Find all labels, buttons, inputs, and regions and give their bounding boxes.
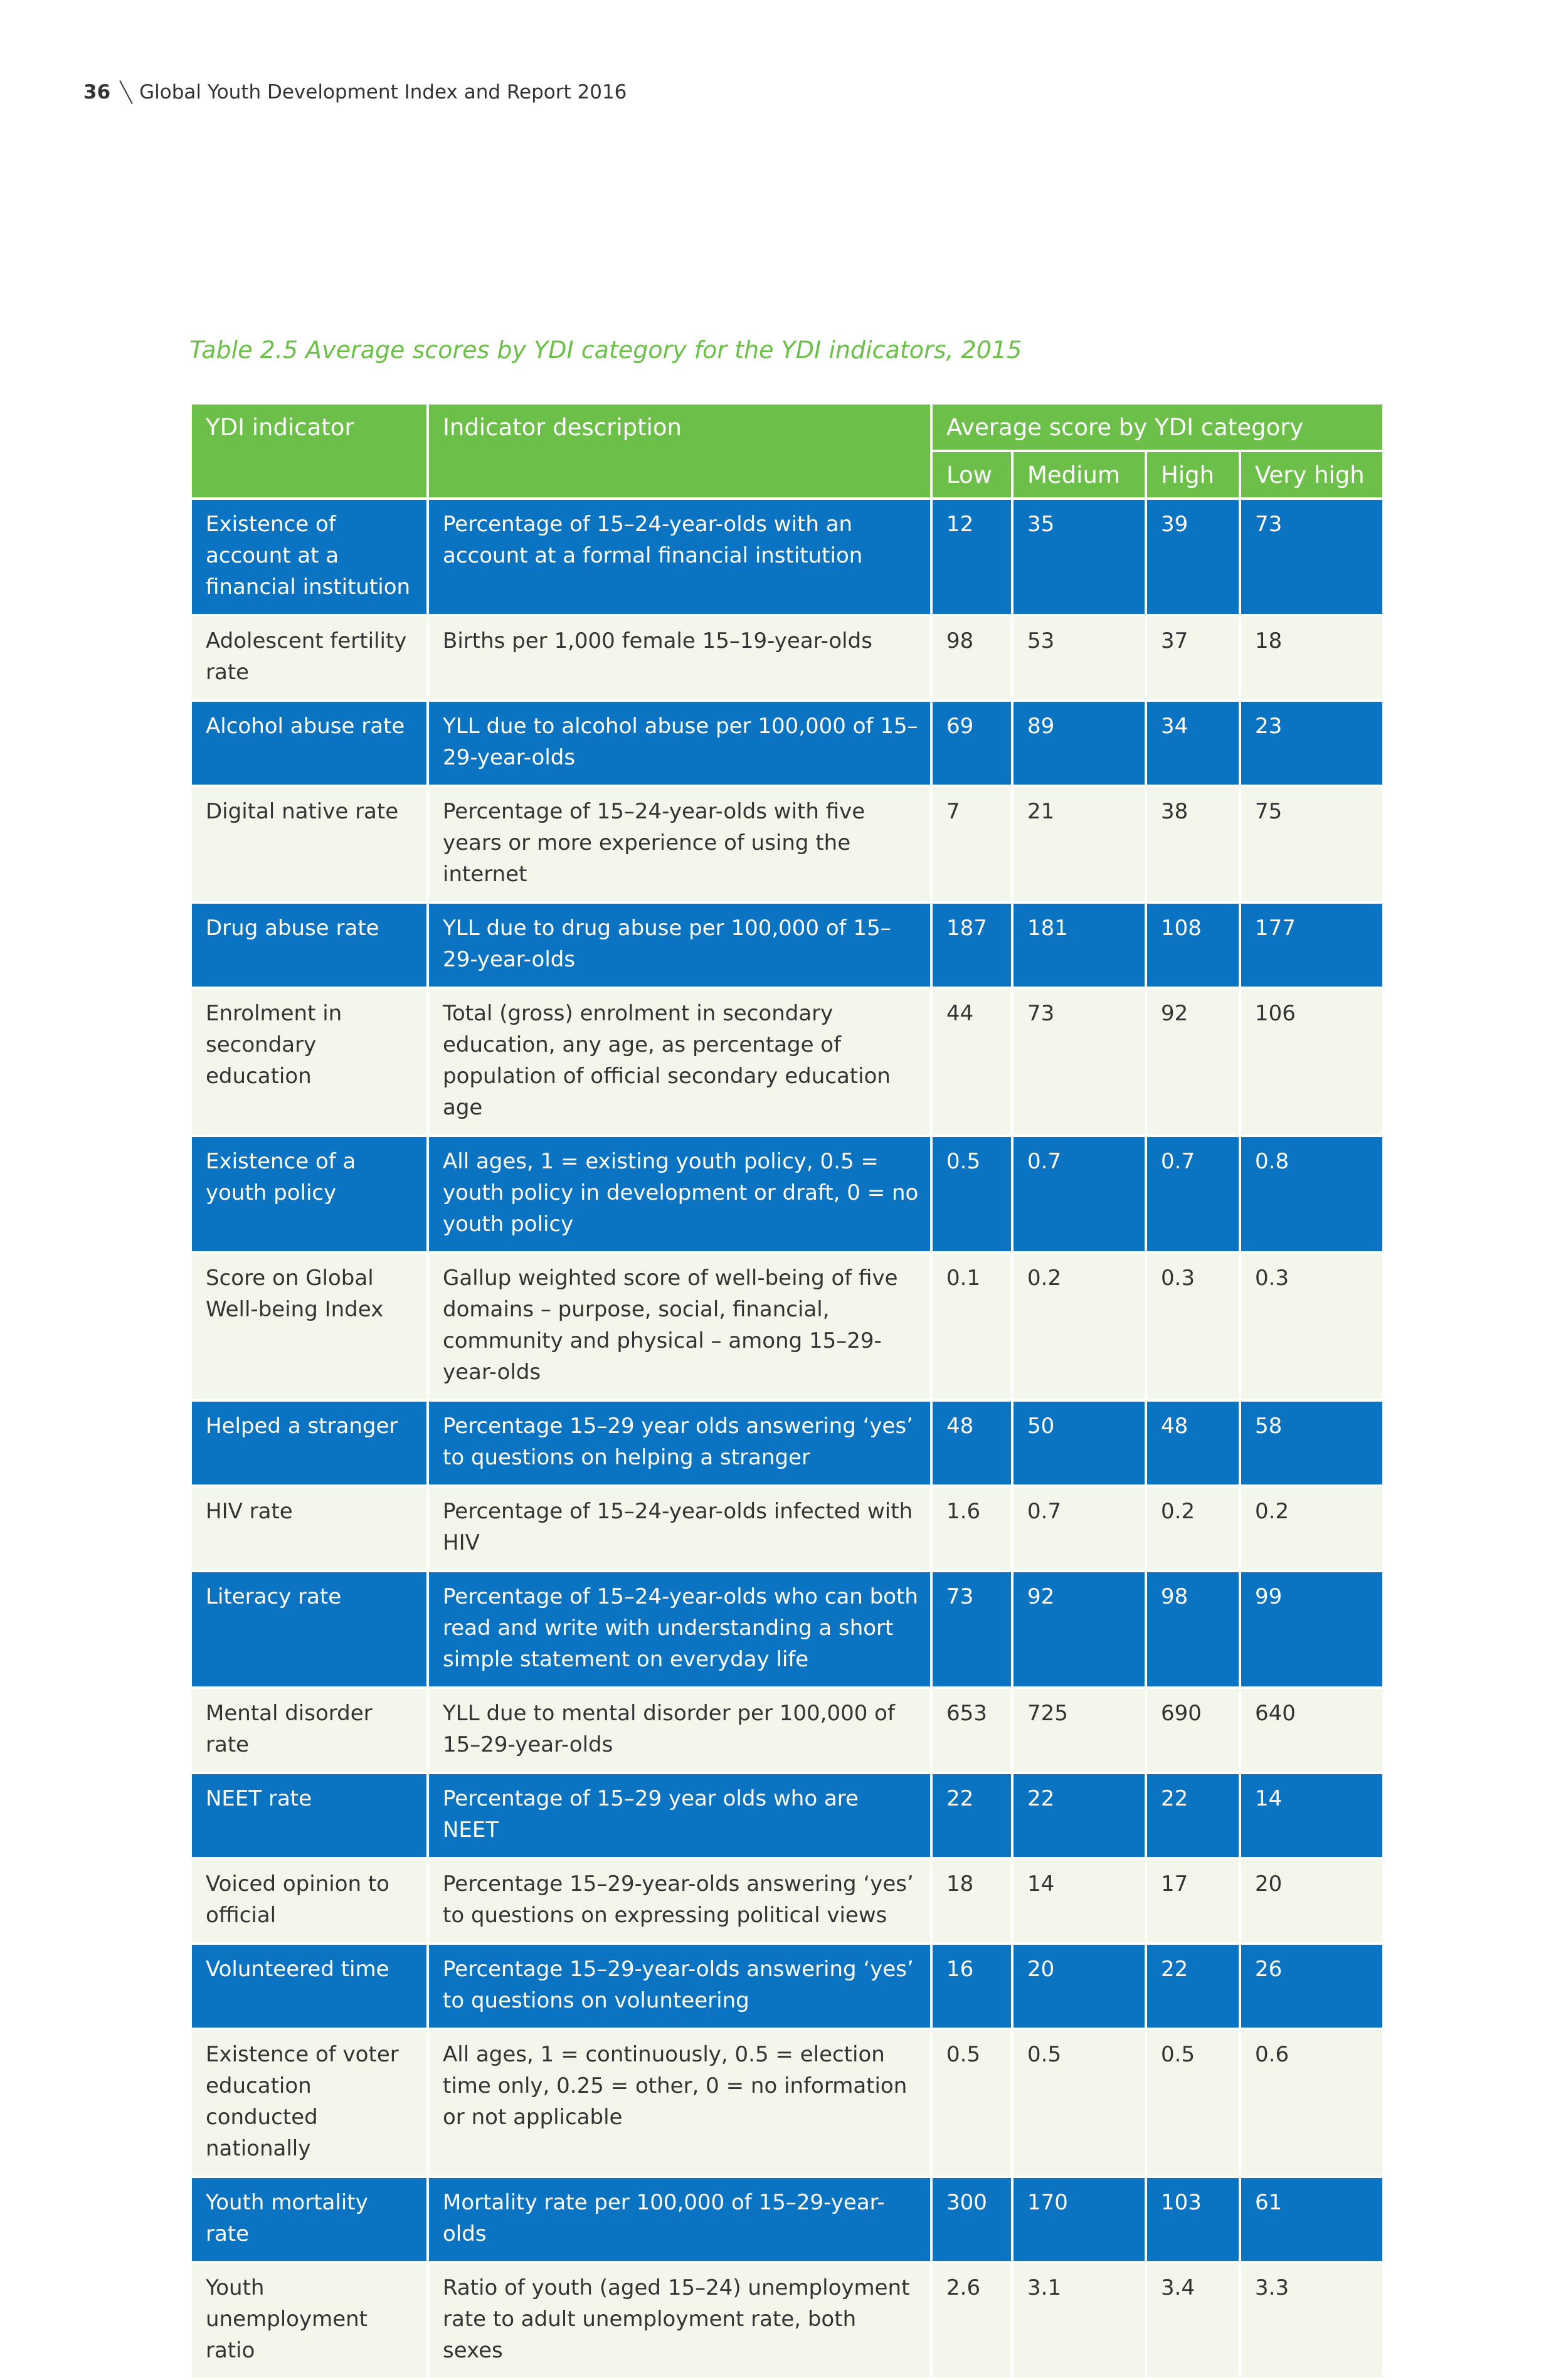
page-number: 36 — [83, 81, 111, 103]
very-high-score: 61 — [1240, 2177, 1384, 2262]
medium-score: 73 — [1012, 988, 1146, 1136]
high-score: 92 — [1146, 988, 1240, 1136]
high-score: 37 — [1146, 615, 1240, 701]
description-cell: Percentage 15–29-year-olds answering ‘yes’ to questions on expressing political views — [428, 1858, 931, 1944]
very-high-score: 0.8 — [1240, 1136, 1384, 1252]
table-row — [191, 2262, 1384, 2379]
table-row — [191, 2029, 1384, 2177]
low-score: 44 — [931, 988, 1012, 1136]
description-cell: Total (gross) enrolment in secondary education, any age, as percentage of population of official secondary education age — [428, 988, 931, 1136]
indicator-cell: Volunteered time — [191, 1944, 428, 2029]
description-cell: YLL due to drug abuse per 100,000 of 15–29-year-olds — [428, 902, 931, 988]
low-score: 48 — [931, 1400, 1012, 1486]
high-score: 690 — [1146, 1688, 1240, 1773]
table-row — [191, 1571, 1384, 1688]
low-score: 0.5 — [931, 1136, 1012, 1252]
high-score: 0.3 — [1146, 1252, 1240, 1400]
table-row — [191, 786, 1384, 902]
description-cell: All ages, 1 = continuously, 0.5 = election time only, 0.25 = other, 0 = no information or not applicable — [428, 2029, 931, 2177]
medium-score: 3.1 — [1012, 2262, 1146, 2379]
table-row — [191, 1400, 1384, 1486]
description-cell: All ages, 1 = existing youth policy, 0.5 = youth policy in development or draft, 0 = no youth policy — [428, 1136, 931, 1252]
high-score: 0.7 — [1146, 1136, 1240, 1252]
low-score: 0.1 — [931, 1252, 1012, 1400]
very-high-score: 73 — [1240, 499, 1384, 615]
table-row — [191, 1773, 1384, 1858]
description-cell: Percentage of 15–24-year-olds infected with HIV — [428, 1486, 931, 1571]
very-high-score: 23 — [1240, 701, 1384, 786]
indicator-cell: Mental disorder rate — [191, 1688, 428, 1773]
table-row — [191, 615, 1384, 701]
table-caption: Table 2.5 Average scores by YDI category for the YDI indicators, 2015 — [189, 336, 1022, 364]
low-score: 73 — [931, 1571, 1012, 1688]
ydi-indicators-table — [189, 402, 1385, 2380]
low-score: 300 — [931, 2177, 1012, 2262]
table-row — [191, 1136, 1384, 1252]
table-row — [191, 701, 1384, 786]
indicator-cell: HIV rate — [191, 1486, 428, 1571]
medium-score: 20 — [1012, 1944, 1146, 2029]
medium-score: 35 — [1012, 499, 1146, 615]
very-high-score: 640 — [1240, 1688, 1384, 1773]
high-score: 98 — [1146, 1571, 1240, 1688]
high-score: 22 — [1146, 1944, 1240, 2029]
description-cell: YLL due to alcohol abuse per 100,000 of 15–29-year-olds — [428, 701, 931, 786]
indicator-cell: Voiced opinion to official — [191, 1858, 428, 1944]
indicator-cell: Helped a stranger — [191, 1400, 428, 1486]
table-row — [191, 1252, 1384, 1400]
table-row — [191, 902, 1384, 988]
indicator-cell: Adolescent fertility rate — [191, 615, 428, 701]
medium-score: 170 — [1012, 2177, 1146, 2262]
description-cell: Gallup weighted score of well-being of five domains – purpose, social, financial, community and physical – among 15–29-year-olds — [428, 1252, 931, 1400]
description-cell: Ratio of youth (aged 15–24) unemployment rate to adult unemployment rate, both sexes — [428, 2262, 931, 2379]
high-score: 108 — [1146, 902, 1240, 988]
description-cell: YLL due to mental disorder per 100,000 of 15–29-year-olds — [428, 1688, 931, 1773]
table-row — [191, 1688, 1384, 1773]
header-medium: Medium — [1012, 451, 1146, 499]
medium-score: 53 — [1012, 615, 1146, 701]
low-score: 653 — [931, 1688, 1012, 1773]
low-score: 187 — [931, 902, 1012, 988]
header-very-high: Very high — [1240, 451, 1384, 499]
low-score: 7 — [931, 786, 1012, 902]
medium-score: 22 — [1012, 1773, 1146, 1858]
description-cell: Percentage 15–29 year olds answering ‘yes’ to questions on helping a stranger — [428, 1400, 931, 1486]
medium-score: 0.2 — [1012, 1252, 1146, 1400]
very-high-score: 20 — [1240, 1858, 1384, 1944]
description-cell: Percentage of 15–24-year-olds with five years or more experience of using the internet — [428, 786, 931, 902]
description-cell: Percentage of 15–29 year olds who are NEET — [428, 1773, 931, 1858]
header-average-score: Average score by YDI category — [931, 403, 1384, 451]
low-score: 69 — [931, 701, 1012, 786]
medium-score: 21 — [1012, 786, 1146, 902]
description-cell: Percentage of 15–24-year-olds who can both read and write with understanding a short simple statement on everyday life — [428, 1571, 931, 1688]
indicator-cell: NEET rate — [191, 1773, 428, 1858]
medium-score: 14 — [1012, 1858, 1146, 1944]
high-score: 103 — [1146, 2177, 1240, 2262]
indicator-cell: Existence of a youth policy — [191, 1136, 428, 1252]
indicator-cell: Alcohol abuse rate — [191, 701, 428, 786]
indicator-cell: Score on Global Well-being Index — [191, 1252, 428, 1400]
indicator-cell: Existence of account at a financial institution — [191, 499, 428, 615]
indicator-cell: Digital native rate — [191, 786, 428, 902]
header-separator — [119, 80, 132, 104]
low-score: 0.5 — [931, 2029, 1012, 2177]
very-high-score: 14 — [1240, 1773, 1384, 1858]
very-high-score: 3.3 — [1240, 2262, 1384, 2379]
high-score: 0.2 — [1146, 1486, 1240, 1571]
high-score: 39 — [1146, 499, 1240, 615]
low-score: 18 — [931, 1858, 1012, 1944]
description-cell: Percentage of 15–24-year-olds with an account at a formal financial institution — [428, 499, 931, 615]
indicator-cell: Enrolment in secondary education — [191, 988, 428, 1136]
medium-score: 89 — [1012, 701, 1146, 786]
high-score: 17 — [1146, 1858, 1240, 1944]
description-cell: Percentage 15–29-year-olds answering ‘yes’ to questions on volunteering — [428, 1944, 931, 2029]
medium-score: 92 — [1012, 1571, 1146, 1688]
high-score: 0.5 — [1146, 2029, 1240, 2177]
table-row — [191, 988, 1384, 1136]
table-row — [191, 1486, 1384, 1571]
high-score: 3.4 — [1146, 2262, 1240, 2379]
indicator-cell: Youth unemployment ratio — [191, 2262, 428, 2379]
header-description: Indicator description — [428, 403, 931, 499]
very-high-score: 75 — [1240, 786, 1384, 902]
low-score: 12 — [931, 499, 1012, 615]
medium-score: 0.7 — [1012, 1486, 1146, 1571]
medium-score: 725 — [1012, 1688, 1146, 1773]
table-row — [191, 1858, 1384, 1944]
publication-title: Global Youth Development Index and Report 2016 — [139, 81, 627, 103]
indicator-cell: Youth mortality rate — [191, 2177, 428, 2262]
indicator-cell: Drug abuse rate — [191, 902, 428, 988]
medium-score: 0.7 — [1012, 1136, 1146, 1252]
high-score: 48 — [1146, 1400, 1240, 1486]
low-score: 1.6 — [931, 1486, 1012, 1571]
very-high-score: 106 — [1240, 988, 1384, 1136]
low-score: 16 — [931, 1944, 1012, 2029]
page-header — [83, 79, 627, 105]
very-high-score: 18 — [1240, 615, 1384, 701]
low-score: 2.6 — [931, 2262, 1012, 2379]
very-high-score: 26 — [1240, 1944, 1384, 2029]
indicator-cell: Literacy rate — [191, 1571, 428, 1688]
medium-score: 50 — [1012, 1400, 1146, 1486]
description-cell: Births per 1,000 female 15–19-year-olds — [428, 615, 931, 701]
header-indicator: YDI indicator — [191, 403, 428, 499]
header-low: Low — [931, 451, 1012, 499]
low-score: 22 — [931, 1773, 1012, 1858]
medium-score: 0.5 — [1012, 2029, 1146, 2177]
high-score: 38 — [1146, 786, 1240, 902]
very-high-score: 58 — [1240, 1400, 1384, 1486]
indicator-cell: Existence of voter education conducted nationally — [191, 2029, 428, 2177]
very-high-score: 0.6 — [1240, 2029, 1384, 2177]
medium-score: 181 — [1012, 902, 1146, 988]
table-row — [191, 2177, 1384, 2262]
low-score: 98 — [931, 615, 1012, 701]
table-row — [191, 499, 1384, 615]
very-high-score: 99 — [1240, 1571, 1384, 1688]
table-row — [191, 1944, 1384, 2029]
very-high-score: 0.3 — [1240, 1252, 1384, 1400]
header-high: High — [1146, 451, 1240, 499]
description-cell: Mortality rate per 100,000 of 15–29-year-olds — [428, 2177, 931, 2262]
very-high-score: 177 — [1240, 902, 1384, 988]
high-score: 34 — [1146, 701, 1240, 786]
high-score: 22 — [1146, 1773, 1240, 1858]
very-high-score: 0.2 — [1240, 1486, 1384, 1571]
